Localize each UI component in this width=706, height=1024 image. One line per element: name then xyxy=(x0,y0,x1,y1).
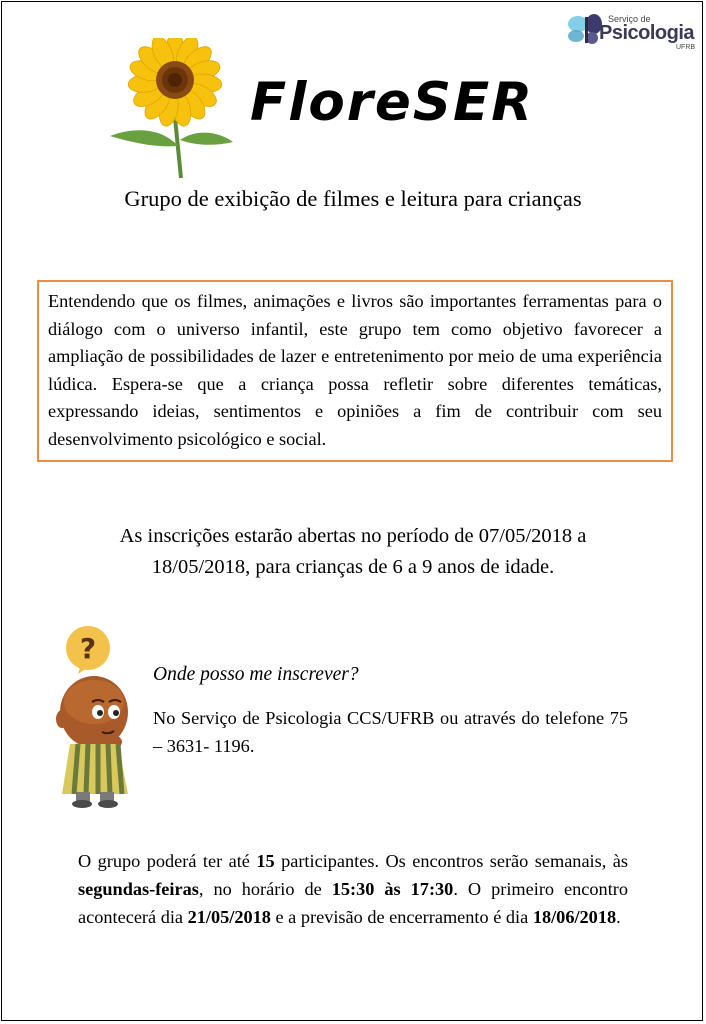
start-date: 21/05/2018 xyxy=(187,907,271,927)
faq-question: Onde posso me inscrever? xyxy=(153,664,359,685)
info-text-2: participantes. Os encontros serão semanais, às xyxy=(274,851,628,871)
question-mark-icon xyxy=(66,626,110,674)
logo-line3: UFRB xyxy=(676,44,696,51)
registration-period xyxy=(60,521,646,583)
logo-line2: Psicologia xyxy=(599,22,695,44)
psicologia-ufrb-logo xyxy=(564,10,699,50)
info-text-5: e a previsão de encerramento é dia xyxy=(270,907,533,927)
registration-line-1: As inscrições estarão abertas no período de 07/05/2018 a xyxy=(119,525,587,547)
schedule-info xyxy=(78,847,628,931)
page-title: FloreSER xyxy=(250,72,535,133)
info-text-1: O grupo poderá ter até xyxy=(78,851,257,871)
info-text-3: , no horário de xyxy=(198,879,332,899)
info-text-4: . O primeiro encontro acontecerá dia xyxy=(78,879,628,927)
faq-answer: No Serviço de Psicologia CCS/UFRB ou através do telefone 75 – 3631- 1196. xyxy=(153,708,628,756)
description-box xyxy=(37,280,673,462)
participants-count: 15 xyxy=(256,851,275,871)
meeting-weekday: segundas-feiras xyxy=(78,879,199,899)
butterfly-logo-icon xyxy=(564,12,604,48)
end-date: 18/06/2018 xyxy=(532,907,617,927)
sunflower-icon xyxy=(105,38,245,180)
info-text-6: . xyxy=(616,907,621,927)
registration-line-2: 18/05/2018, para crianças de 6 a 9 anos de idade. xyxy=(151,556,555,578)
logo-line1: Serviço de xyxy=(608,14,651,24)
meeting-time: 15:30 às 17:30 xyxy=(331,879,454,899)
page-subtitle: Grupo de exibição de filmes e leitura para crianças xyxy=(124,186,582,211)
thinking-child-icon xyxy=(52,624,142,809)
description-text: Entendendo que os filmes, animações e livros são importantes ferramentas para o diálogo com o universo infantil, este grupo tem como objetivo favorecer a ampliação de possibilidades de lazer e entretenimento por meio de uma experiência lúdica. Espera-se que a criança possa refletir sobre diferentes temáticas, expressando ideias, sentimentos e opiniões a fim de contribuir com seu desenvolvimento psicológico e social. xyxy=(48,291,662,449)
svg-text:?: ? xyxy=(79,632,97,665)
